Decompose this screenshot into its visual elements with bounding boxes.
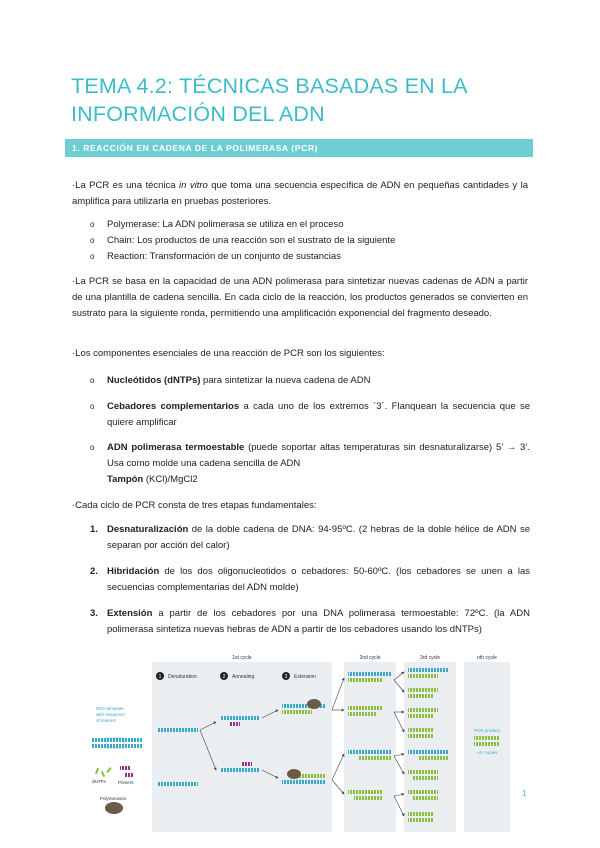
stage3-label: Extension	[294, 674, 316, 680]
step-desc: de la doble cadena de DNA: 94-95ºC. (2 hebras de la doble hélice de ADN se separan por acción del calor)	[107, 524, 530, 551]
step-name: Hibridación	[107, 566, 160, 577]
cycle2-panel	[344, 662, 396, 832]
polymerases-label: Polymerases	[100, 796, 127, 801]
annealed-template	[220, 716, 260, 720]
cyclen-panel	[464, 662, 510, 832]
new-strand	[282, 710, 312, 714]
annealed-primer	[230, 722, 240, 726]
title-line-2: INFORMACIÓN DEL ADN	[71, 102, 325, 126]
cycle2-label: 2nd cycle	[359, 655, 381, 661]
pcr-diagram	[86, 650, 518, 835]
step-desc: de los dos oligonucleotidos o cebadores: 50-60ºC. (los cebadores se unen a las secuencias complementarias del ADN molde)	[107, 566, 530, 593]
dntps-label: dNTPs	[92, 779, 106, 784]
component-desc: (puede soportar altas temperaturas sin desnaturalizarse) 5’ → 3’. Usa como molde una cadena sencilla de ADN	[107, 442, 530, 469]
denatured-strand	[158, 782, 198, 786]
component-desc: a cada uno de los extremos ´3´. Flanquean la secuencia que se quiere amplificar	[107, 401, 531, 428]
cycle3-panel	[404, 662, 456, 832]
template-label: of interest	[96, 718, 116, 723]
component-name: ADN polimerasa termoestable	[107, 442, 245, 453]
polymerase-icon	[307, 699, 321, 709]
stage1-number: 1	[158, 674, 162, 680]
template-label: with sequence	[96, 712, 125, 717]
list-item-text: Polymerase: La ADN polimerasa se utiliza en el proceso	[107, 219, 344, 230]
intro-text-a: ·La PCR es una técnica	[72, 180, 179, 191]
component-desc: (KCl)/MgCl2	[143, 474, 198, 485]
template-strand	[92, 744, 142, 748]
dntps-icon	[95, 767, 112, 777]
stage3-number: 3	[284, 674, 288, 680]
pcr-product-label: PCR product	[474, 728, 500, 733]
step-number: 2.	[90, 566, 98, 577]
annealed-primer	[242, 762, 252, 766]
primers-icon	[120, 766, 134, 777]
paragraph-cycle-intro: ·Cada ciclo de PCR consta de tres etapas fundamentales:	[72, 500, 317, 511]
list-item-text: Reaction: Transformación de un conjunto de sustancias	[107, 251, 341, 262]
cyclen-label: nth cycle	[477, 655, 497, 661]
extended-template	[282, 780, 326, 784]
component-name: Cebadores complementarios	[107, 401, 240, 412]
paragraph-basis: ·La PCR se basa en la capacidad de una ADN polimerasa para sintetizar nuevas cadenas de ADN a partir de una plantilla de cadena sencilla. En cada ciclo de la reacción, los productos generados se convierten en sustrato para la siguiente ronda, permitiendo una amplificación exponencial del fragmento deseado.	[72, 276, 528, 319]
intro-text-em: in vitro	[179, 180, 208, 191]
stage2-label: Annealing	[232, 674, 255, 680]
step-number: 3.	[90, 608, 98, 619]
copies-label: ~2ⁿ copies	[476, 750, 498, 755]
stage1-label: Denaturation	[168, 674, 197, 680]
polymerase-icon	[287, 769, 301, 779]
list-item-text: Chain: Los productos de una reacción son el sustrato de la siguiente	[107, 235, 396, 246]
component-name: Tampón	[107, 474, 144, 485]
component-name: Nucleótidos (dNTPs)	[107, 375, 201, 386]
pcr-diagram-svg	[86, 650, 518, 835]
page-number: 1	[522, 789, 527, 798]
paragraph-components-intro: ·Los componentes esenciales de una reacción de PCR son los siguientes:	[72, 348, 385, 359]
template-label: DNA template	[96, 706, 124, 711]
cycle3-label: 3rd cycle	[419, 655, 441, 661]
denatured-strand	[158, 728, 198, 732]
template-strand	[92, 738, 142, 742]
page-title	[71, 72, 531, 128]
cycle1-label: 1st cycle	[232, 655, 252, 661]
section-heading: 1. REACCIÓN EN CADENA DE LA POLIMERASA (PCR)	[65, 139, 533, 157]
primers-label: Primers	[118, 780, 134, 785]
annealed-template	[220, 768, 260, 772]
paragraph-intro	[72, 178, 528, 210]
title-line-1: TEMA 4.2: TÉCNICAS BASADAS EN LA	[71, 74, 468, 98]
component-desc: para sintetizar la nueva cadena de ADN	[200, 375, 371, 386]
intro-text-b: que toma una secuencia específica de ADN en pequeñas cantidades y la amplifica para utilizarla en pruebas posteriores.	[72, 180, 528, 207]
step-number: 1.	[90, 524, 98, 535]
document-page: TEMA 4.2: TÉCNICAS BASADAS EN LA INFORMACIÓN DEL ADN 1. REACCIÓN EN CADENA DE LA POLIMERASA (PCR) ·La PCR es una técnica in vitro que toma una secuencia específica de ADN en pequeñas cantidades y la amplifica para utilizarla en pruebas posteriores. o Polymerase: La ADN polimerasa se utiliza en el proceso o Chain: Los productos de una reacción son el sustrato de la siguiente o Reaction: Transformación de un conjunto de sustancias ·La PCR se basa en la capacidad de una ADN polimerasa para sintetizar nuevas cadenas de ADN a partir de una plantilla de cadena sencilla. En cada ciclo de la reacción, los productos generados se convierten en sustrato para la siguiente ronda, permitiendo una amplificación exponencial del fragmento deseado. ·Los componentes esenciales de una reacción de PCR son los siguientes: o Nucleótidos (dNTPs) para sintetizar la nueva cadena de ADN o Cebadores complementarios a cada uno de los extremos ´3´. Flanquean la secuencia que se quiere amplificar o ADN polimerasa termoestable (puede soportar altas temperaturas sin desnaturalizarse) 5’ → 3’. Usa como molde una cadena sencilla de ADN Tampón (KCl)/MgCl2 ·Cada ciclo de PCR consta de tres etapas fundamentales: 1. Desnaturalización de la doble cadena de DNA: 94-95ºC. (2 hebras de la doble hélice de ADN se separan por acción del calor) 2. Hibridación de los dos oligonucleotidos o cebadores: 50-60ºC. (los cebadores se unen a las secuencias complementarias del ADN molde) 3. Extensión a partir de los cebadores por una DNA polimerasa termoestable: 72ºC. (la ADN polimerasa sintetiza nuevas hebras de ADN a partir de los cebadores usando los dNTPs) 1st cycle 2nd cycle 3rd cycle nth cycle 1 Denaturation 2 Annealing 3 Extension DNA template with sequence of interest dNTPs Primers Polymerases PCR product ~2ⁿ copies 1	[0, 0, 600, 848]
polymerase-icon	[105, 802, 123, 814]
step-name: Extensión	[107, 608, 153, 619]
step-desc: a partir de los cebadores por una DNA polimerasa termoestable: 72ºC. (la ADN polimerasa sintetiza nuevas hebras de ADN a partir de los cebadores usando los dNTPs)	[107, 608, 530, 635]
stage2-number: 2	[222, 674, 226, 680]
step-name: Desnaturalización	[107, 524, 189, 535]
cycle1-panel	[152, 662, 332, 832]
